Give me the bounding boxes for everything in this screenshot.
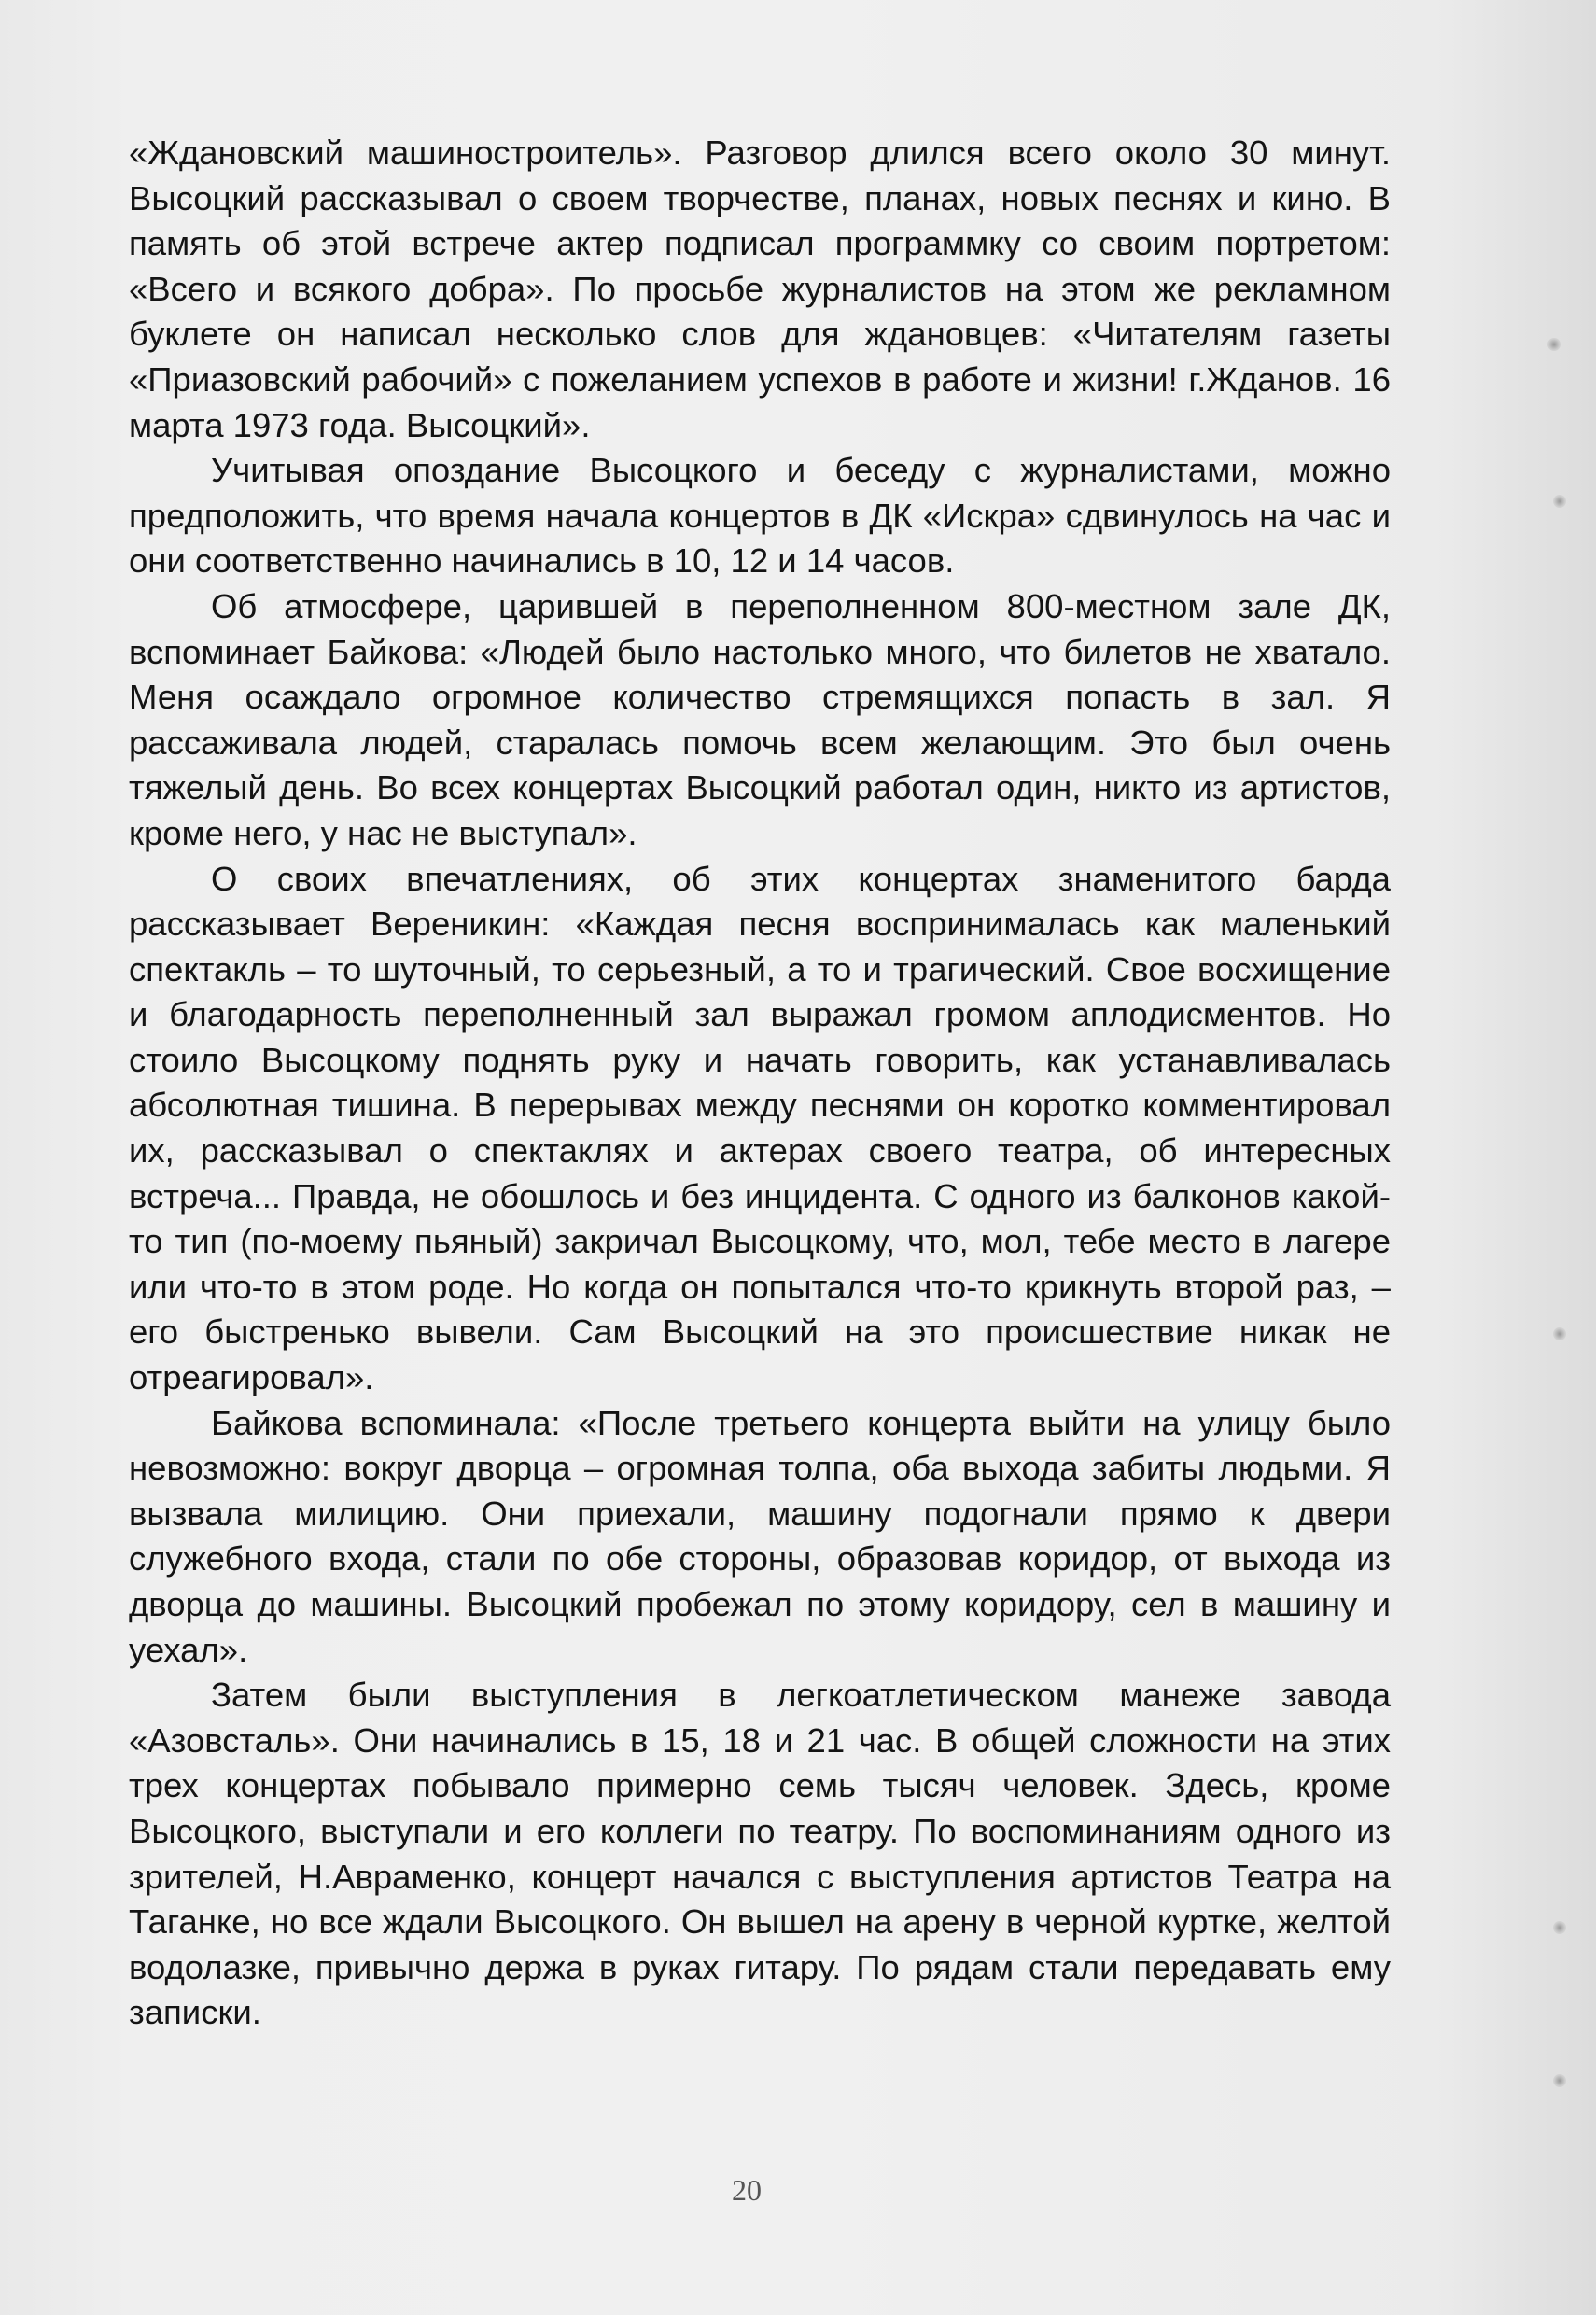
body-text — [129, 131, 1391, 2036]
paragraph: Затем были выступления в легкоатлетическом манеже завода «Азовсталь». Они начинались в 15, 18 и 21 час. В общей сложности на этих трех концертах побывало примерно семь тысяч человек. Здесь, кроме Высоцкого, выступали и его коллеги по театру. По воспоминаниям одного из зрителей, Н.Авраменко, концерт начался с выступления артистов Театра на Таганке, но все ждали Высоцкого. Он вышел на арену в черной куртке, желтой водолазке, привычно держа в руках гитару. По рядам стали передавать ему записки. — [129, 1676, 1391, 2032]
page-number: 20 — [732, 2173, 762, 2207]
paragraph: «Ждановский машиностроитель». Разговор длился всего около 30 минут. Высоцкий рассказывал о своем творчестве, планах, новых песнях и кино. В память об этой встрече актер подписал программку со своим портретом: «Всего и всякого добра». По просьбе журналистов на этом же рекламном буклете он написал несколько слов для ждановцев: «Читателям газеты «Приазовский рабочий» с пожеланием успехов в работе и жизни! г.Жданов. 16 марта 1973 года. Высоцкий». — [129, 133, 1391, 444]
binder-hole-mark — [1553, 495, 1566, 508]
paragraph: О своих впечатлениях, об этих концертах знаменитого барда рассказывает Вереникин: «Каждая песня воспринималась как маленький спектакль – то шуточный, то серьезный, а то и трагический. Свое восхищение и благодарность переполненный зал выражал громом аплодисментов. Но стоило Высоцкому поднять руку и начать говорить, как устанавливалась абсолютная тишина. В перерывах между песнями он коротко комментировал их, рассказывал о спектаклях и актерах своего театра, об интересных встреча... Правда, не обошлось и без инцидента. С одного из балконов какой-то тип (по-моему пьяный) закричал Высоцкому, что, мол, тебе место в лагере или что-то в этом роде. Но когда он попытался что-то крикнуть второй раз, – его быстренько вывели. Сам Высоцкий на это происшествие никак не отреагировал». — [129, 859, 1391, 1397]
binder-hole-mark — [1553, 2074, 1566, 2087]
binder-hole-mark — [1553, 1921, 1566, 1934]
binder-hole-mark — [1553, 1327, 1566, 1340]
paragraph: Об атмосфере, царившей в переполненном 800-местном зале ДК, вспоминает Байкова: «Людей было настолько много, что билетов не хватало. Меня осаждало огромное количество стремящихся попасть в зал. Я рассаживала людей, старалась помочь всем желающим. Это был очень тяжелый день. Во всех концертах Высоцкий работал один, никто из артистов, кроме него, у нас не выступал». — [129, 586, 1391, 852]
binder-hole-mark — [1547, 338, 1561, 351]
paragraph: Байкова вспоминала: «После третьего концерта выйти на улицу было невозможно: вокруг дворца – огромная толпа, оба выхода забиты людьми. Я вызвала милицию. Они приехали, машину подогнали прямо к двери служебного входа, стали по обе стороны, образовав коридор, от выхода из дворца до машины. Высоцкий пробежал по этому коридору, сел в машину и уехал». — [129, 1403, 1391, 1669]
paragraph: Учитывая опоздание Высоцкого и беседу с журналистами, можно предположить, что время начала концертов в ДК «Искра» сдвинулось на час и они соответственно начинались в 10, 12 и 14 часов. — [129, 451, 1391, 581]
